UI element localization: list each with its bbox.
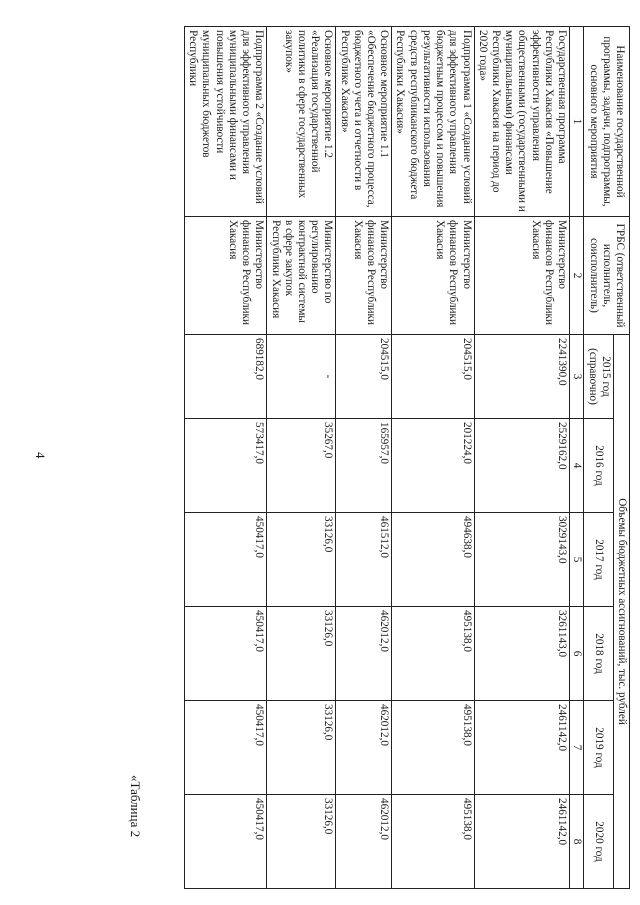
column-number: 1	[570, 27, 584, 217]
row-name: Подпрограмма 2 «Создание условий для эффективного управления муниципальными финансами и повышения устойчивости муниципальных бюджетов Республики	[185, 27, 267, 217]
row-name: Основное мероприятие 1.2 «Реализация государственной политики в сфере государственных закупок»	[267, 27, 336, 217]
row-value-2020: 2461142,0	[474, 795, 570, 889]
column-number: 2	[570, 217, 584, 335]
table-row	[185, 27, 267, 889]
row-grbs: Министерство финансов Республики Хакасия	[474, 217, 570, 335]
row-value-2020: 33126,0	[267, 795, 336, 889]
row-value-2020: 495138,0	[392, 795, 474, 889]
row-value-2015: 204515,0	[336, 335, 392, 419]
row-value-2016: 35267,0	[267, 419, 336, 513]
column-number: 8	[570, 795, 584, 889]
header-row-1	[613, 27, 629, 889]
row-value-2017: 461512,0	[336, 513, 392, 607]
row-value-2018: 33126,0	[267, 607, 336, 701]
row-value-2019: 450417,0	[185, 701, 267, 795]
row-name: Подпрограмма 1 «Создание условий для эффективного управления бюджетным процессом и повышения результативности использования средств республиканского бюджета Республики Хакасия»	[392, 27, 474, 217]
row-value-2019: 33126,0	[267, 701, 336, 795]
row-grbs: Министерство по регулированию контрактной системы в сфере закупок Республики Хакасия	[267, 217, 336, 335]
header-year-2016: 2016 год	[584, 419, 613, 513]
header-year-2019: 2019 год	[584, 701, 613, 795]
row-value-2020: 462012,0	[336, 795, 392, 889]
row-value-2015: -	[267, 335, 336, 419]
row-value-2017: 33126,0	[267, 513, 336, 607]
row-grbs: Министерство финансов Республики Хакасия	[336, 217, 392, 335]
header-name: Наименование государственной программы, задачи, подпрограммы, основного мероприятия	[584, 27, 630, 217]
header-volumes: Объемы бюджетных ассигнований, тыс. рублей	[613, 335, 629, 889]
row-value-2016: 165957,0	[336, 419, 392, 513]
page-number: 4	[33, 452, 48, 459]
column-number: 7	[570, 701, 584, 795]
row-value-2016: 2529162,0	[474, 419, 570, 513]
budget-table	[184, 26, 630, 889]
row-value-2015: 2241390,0	[474, 335, 570, 419]
row-grbs: Министерство финансов Республики Хакасия	[185, 217, 267, 335]
table-row	[392, 27, 474, 889]
row-value-2018: 462012,0	[336, 607, 392, 701]
row-value-2015: 204515,0	[392, 335, 474, 419]
row-value-2018: 450417,0	[185, 607, 267, 701]
row-value-2017: 3029143,0	[474, 513, 570, 607]
column-number: 6	[570, 607, 584, 701]
table-row	[474, 27, 570, 889]
row-value-2020: 450417,0	[185, 795, 267, 889]
header-grbs: ГРБС (ответственный исполнитель, соисполнитель)	[584, 217, 630, 335]
header-year-2017: 2017 год	[584, 513, 613, 607]
row-name: Государственная программа Республики Хакасия «Повышение эффективности управления общественными (государственными и муниципальными) финансами Республики Хакасия на период до 2020 года»	[474, 27, 570, 217]
table-row	[267, 27, 336, 889]
row-value-2015: 689182,0	[185, 335, 267, 419]
row-value-2016: 201224,0	[392, 419, 474, 513]
header-year-2015: 2015 год (справочно)	[584, 335, 613, 419]
row-value-2018: 3261143,0	[474, 607, 570, 701]
row-value-2019: 495138,0	[392, 701, 474, 795]
row-value-2017: 450417,0	[185, 513, 267, 607]
header-year-2020: 2020 год	[584, 795, 613, 889]
row-value-2019: 2461142,0	[474, 701, 570, 795]
column-number: 5	[570, 513, 584, 607]
row-value-2018: 495138,0	[392, 607, 474, 701]
column-numbers-row	[570, 27, 584, 889]
column-number: 4	[570, 419, 584, 513]
table-row	[336, 27, 392, 889]
table-label: «Таблица 2	[128, 775, 143, 838]
row-name: Основное мероприятие 1.1 «Обеспечение бюджетного процесса, бюджетного учета и отчетности в Республике Хакасия»	[336, 27, 392, 217]
row-value-2019: 462012,0	[336, 701, 392, 795]
row-grbs: Министерство финансов Республики Хакасия	[392, 217, 474, 335]
row-value-2016: 573417,0	[185, 419, 267, 513]
column-number: 3	[570, 335, 584, 419]
header-year-2018: 2018 год	[584, 607, 613, 701]
row-value-2017: 494638,0	[392, 513, 474, 607]
